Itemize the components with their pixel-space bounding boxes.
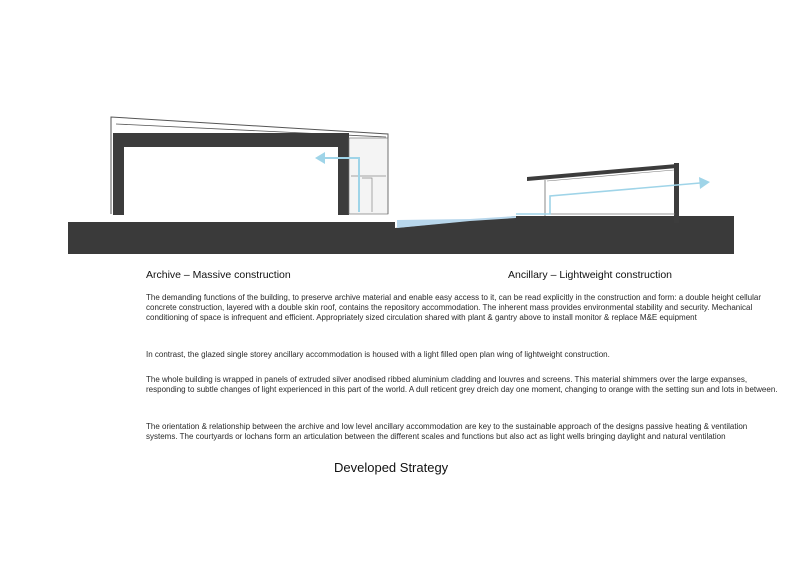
ancillary-airflow-arrowhead bbox=[699, 177, 710, 189]
page-title: Developed Strategy bbox=[334, 460, 449, 475]
building-section-diagram bbox=[0, 0, 800, 265]
ancillary-airflow-arrow bbox=[516, 183, 700, 214]
ancillary-caption: Ancillary – Lightweight construction bbox=[508, 269, 673, 281]
archive-airflow-arrowhead bbox=[315, 152, 325, 164]
paragraph-ancillary-description: In contrast, the glazed single storey ancillary accommodation is housed with a light filled open plan wing of lightweight construction. bbox=[146, 350, 610, 359]
paragraph-sustainability-description: The orientation & relationship between the archive and low level ancillary accommodation are key to the sustainable approach of the designs passive heating & ventilation systems. The courtyards or lochans form an articulation between the different scales and functions but also act as light wells bringing daylight and natural ventilation bbox=[146, 422, 748, 442]
paragraph-cladding-description: The whole building is wrapped in panels of extruded silver anodised ribbed aluminium cladding and louvres and screens. This material shimmers over the large expanses, responding to subtle changes of light experienced in this part of the world. A dull reticent grey dreich day one moment, changing to orange with the setting sun and lots in between. bbox=[146, 375, 778, 395]
archive-concrete-frame bbox=[113, 133, 349, 215]
archive-caption: Archive – Massive construction bbox=[146, 269, 291, 281]
paragraph-archive-description: The demanding functions of the building, to preserve archive material and enable easy access to it, can be read explicitly in the construction and form: a double height cellular concrete construction, layered with a double skin roof, contains the repository accommodation. The inherent mass provides environmental stability and security. Mechanical conditioning of space is infrequent and efficient. Appropriately sized circulation shared with plant & gantry above to install monitor & replace M&E equipment bbox=[146, 293, 762, 323]
ancillary-roof bbox=[527, 164, 677, 181]
